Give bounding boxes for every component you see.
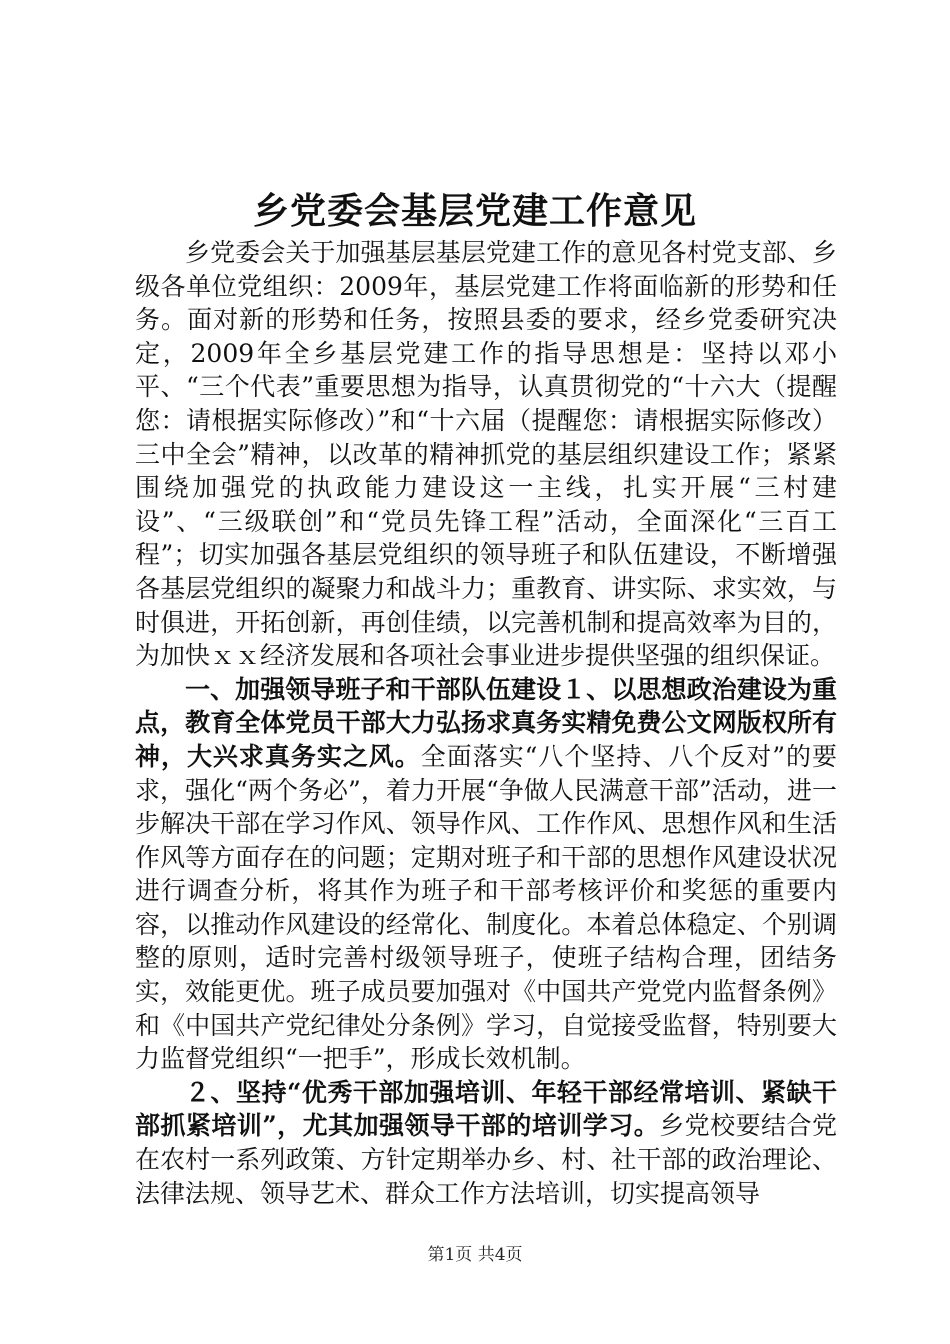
document-body — [135, 236, 837, 1210]
section-1-text: 全面落实“八个坚持、八个反对”的要求，强化“两个务必”，着力开展“争做人民满意干部”活动，进一步解决干部在学习作风、领导作风、工作作风、思想作风和生活作风等方面存在的问题；定期对班子和干部的思想作风建设状况进行调查分析，将其作为班子和干部考核评价和奖惩的重要内容，以推动作风建设的经常化、制度化。本着总体稳定、个别调整的原则，适时完善村级领导班子，使班子结构合理，团结务实，效能更优。班子成员要加强对《中国共产党党内监督条例》和《中国共产党纪律处分条例》学习，自觉接受监督，特别要大力监督党组织“一把手”，形成长效机制。 — [135, 741, 837, 1074]
document-title: 乡党委会基层党建工作意见 — [252, 190, 697, 232]
paragraph-section-2 — [135, 1076, 837, 1210]
page-number-footer: 第1页 共4页 — [427, 1245, 523, 1265]
section-2-text: 乡党校要结合党在农村一系列政策、方针定期举办乡、村、社干部的政治理论、法律法规、领导艺术、群众工作方法培训，切实提高领导 — [135, 1111, 837, 1208]
paragraph-section-1 — [135, 673, 837, 1076]
section-1-heading: 一、加强领导班子和干部队伍建设１、以思想政治建设为重点，教育全体党员干部大力弘扬求真务实精免费公文网版权所有神，大兴求真务实之风。 — [135, 674, 837, 771]
paragraph-intro: 乡党委会关于加强基层基层党建工作的意见各村党支部、乡级各单位党组织：2009年，基层党建工作将面临新的形势和任务。面对新的形势和任务，按照县委的要求，经乡党委研究决定，2009年全乡基层党建工作的指导思想是：坚持以邓小平、“三个代表”重要思想为指导，认真贯彻党的“十六大（提醒您：请根据实际修改）”和“十六届（提醒您：请根据实际修改）三中全会”精神，以改革的精神抓党的基层组织建设工作；紧紧围绕加强党的执政能力建设这一主线，扎实开展“三村建设”、“三级联创”和“党员先锋工程”活动，全面深化“三百工程”；切实加强各基层党组织的领导班子和队伍建设，不断增强各基层党组织的凝聚力和战斗力；重教育、讲实际、求实效，与时俱进，开拓创新，再创佳绩，以完善机制和提高效率为目的，为加快ｘｘ经济发展和各项社会事业进步提供坚强的组织保证。 — [135, 238, 837, 671]
section-2-heading: ２、坚持“优秀干部加强培训、年轻干部经常培训、紧缺干部抓紧培训”，尤其加强领导干部的培训学习。 — [135, 1077, 837, 1141]
